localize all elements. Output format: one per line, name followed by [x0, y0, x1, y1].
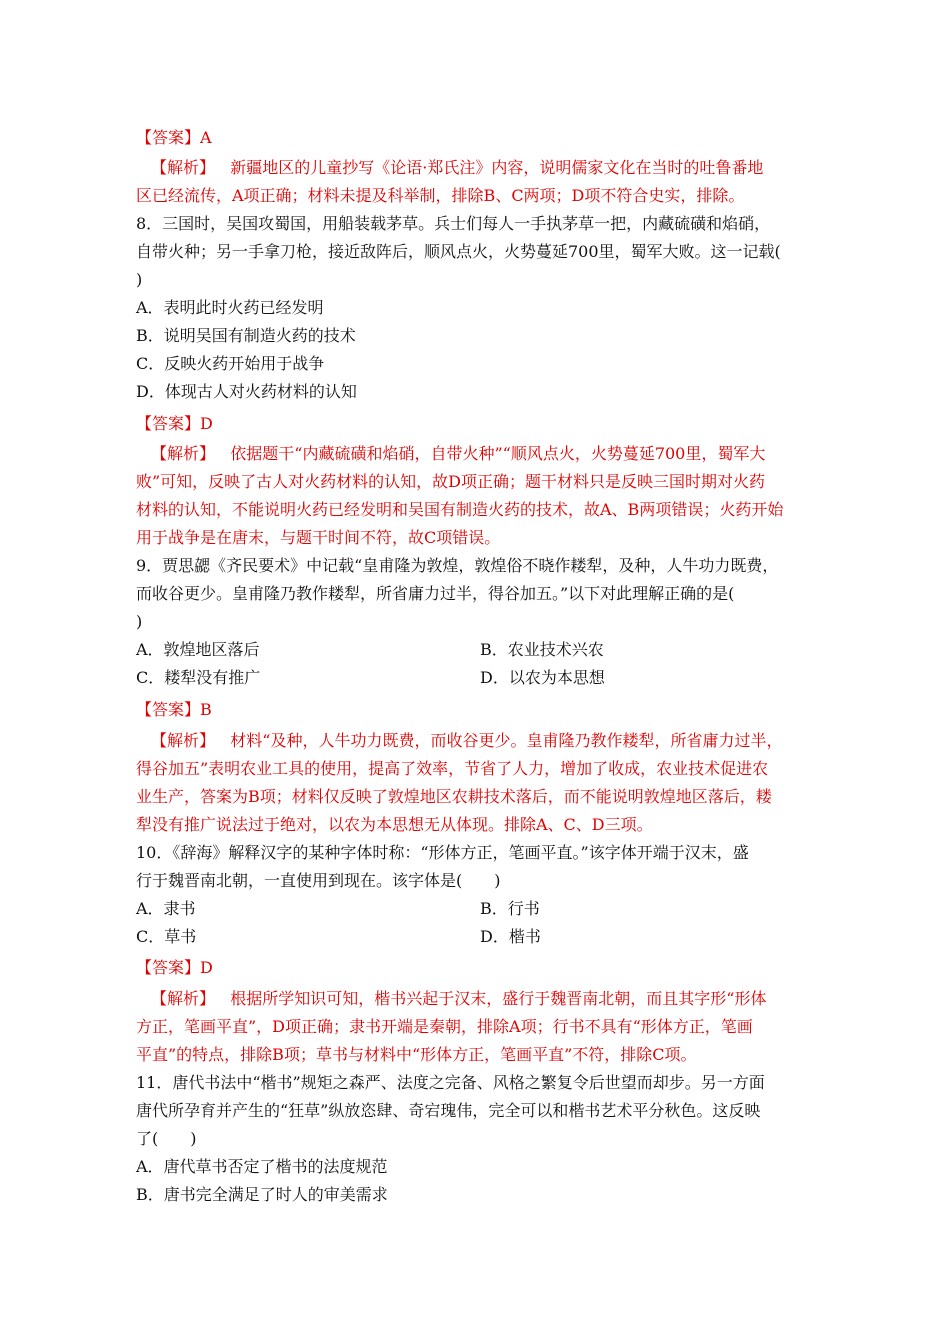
- explanation-9-line-4: 犁没有推广说法过于绝对，以农为本思想无从体现。排除A、C、D三项。: [136, 815, 653, 834]
- explanation-8-line-3: 材料的认知，不能说明火药已经发明和吴国有制造火药的技术，故A、B两项错误；火药开始: [136, 500, 784, 519]
- question-10-option-c: C．草书: [136, 927, 197, 946]
- question-9-line-3: ): [136, 612, 143, 631]
- explanation-8-line-1: [151, 444, 765, 464]
- question-11-line-3: 了( ): [136, 1129, 197, 1148]
- question-9-option-d: D．以农为本思想: [480, 668, 605, 687]
- question-8-line-3: ): [136, 270, 143, 289]
- explanation-label: 【解析】: [151, 989, 216, 1008]
- answer-label: 【答案】: [136, 414, 201, 433]
- explanation-text: 新疆地区的儿童抄写《论语·郑氏注》内容，说明儒家文化在当时的吐鲁番地: [230, 158, 764, 177]
- explanation-7-line-1: [151, 158, 763, 178]
- question-8-option-d: D．体现古人对火药材料的认知: [136, 382, 357, 401]
- question-8-option-b: B．说明吴国有制造火药的技术: [136, 326, 356, 345]
- answer-label: 【答案】: [136, 128, 201, 147]
- answer-7: [136, 128, 212, 148]
- answer-value: D: [200, 414, 213, 433]
- explanation-text: 根据所学知识可知，楷书兴起于汉末，盛行于魏晋南北朝，而且其字形“形体: [230, 989, 767, 1008]
- question-10-option-b: B．行书: [480, 899, 540, 918]
- explanation-8-line-2: 败”可知，反映了古人对火药材料的认知，故D项正确；题干材料只是反映三国时期对火药: [136, 472, 766, 491]
- question-11-line-2: 唐代所孕育并产生的“狂草”纵放恣肆、奇宕瑰伟，完全可以和楷书艺术平分秋色。这反映: [136, 1101, 761, 1120]
- explanation-9-line-2: 得谷加五”表明农业工具的使用，提高了效率，节省了人力，增加了收成，农业技术促进农: [136, 759, 769, 778]
- question-9-option-a: A．敦煌地区落后: [136, 640, 260, 659]
- question-11-line-1: 11．唐代书法中“楷书”规矩之森严、法度之完备、风格之繁复令后世望而却步。另一方面: [136, 1073, 765, 1092]
- answer-label: 【答案】: [136, 700, 201, 719]
- question-9-line-1: 9．贾思勰《齐民要术》中记载“皇甫隆为敦煌，敦煌俗不晓作耧犁，及种，人牛功力既费，: [136, 556, 779, 575]
- explanation-label: 【解析】: [151, 158, 216, 177]
- question-9-line-2: 而收谷更少。皇甫隆乃教作耧犁，所省庸力过半，得谷加五。”以下对此理解正确的是(: [136, 584, 735, 603]
- answer-value: B: [200, 700, 212, 719]
- question-10-options-row-2: [136, 927, 541, 947]
- explanation-9-line-3: 业生产，答案为B项；材料仅反映了敦煌地区农耕技术落后，而不能说明敦煌地区落后，耧: [136, 787, 772, 806]
- explanation-10-line-3: 平直”的特点，排除B项；草书与材料中“形体方正，笔画平直”不符，排除C项。: [136, 1045, 697, 1064]
- explanation-label: 【解析】: [151, 731, 216, 750]
- question-8-line-1: 8．三国时，吴国攻蜀国，用船装载茅草。兵士们每人一手执茅草一把，内藏硫磺和焰硝，: [136, 214, 771, 233]
- question-11-option-b: B．唐书完全满足了时人的审美需求: [136, 1185, 388, 1204]
- explanation-7-line-2: 区已经流传，A项正确；材料未提及科举制，排除B、C两项；D项不符合史实，排除。: [136, 186, 745, 205]
- answer-value: A: [200, 128, 212, 147]
- explanation-text: 依据题干“内藏硫磺和焰硝，自带火种”“顺风点火，火势蔓延700里，蜀军大: [230, 444, 766, 463]
- question-9-option-b: B．农业技术兴农: [480, 640, 604, 659]
- explanation-text: 材料“及种，人牛功力既费，而收谷更少。皇甫隆乃教作耧犁，所省庸力过半，: [230, 731, 783, 750]
- question-11-option-a: A．唐代草书否定了楷书的法度规范: [136, 1157, 388, 1176]
- question-10-line-1: 10．《辞海》解释汉字的某种字体时称：“形体方正，笔画平直。”该字体开端于汉末，盛: [136, 843, 749, 862]
- question-9-options-row-2: [136, 668, 605, 688]
- answer-9: [136, 700, 212, 720]
- question-8-option-c: C．反映火药开始用于战争: [136, 354, 325, 373]
- question-10-line-2: 行于魏晋南北朝，一直使用到现在。该字体是( ): [136, 871, 501, 890]
- question-10-option-d: D．楷书: [480, 927, 541, 946]
- explanation-10-line-2: 方正，笔画平直”，D项正确；隶书开端是秦朝，排除A项；行书不具有“形体方正，笔画: [136, 1017, 753, 1036]
- question-10-options-row-1: [136, 899, 540, 919]
- answer-8: [136, 414, 213, 434]
- explanation-10-line-1: [151, 989, 766, 1009]
- question-9-options-row-1: [136, 640, 604, 660]
- explanation-8-line-4: 用于战争是在唐末，与题干时间不符，故C项错误。: [136, 528, 501, 547]
- explanation-9-line-1: [151, 731, 782, 751]
- question-8-option-a: A．表明此时火药已经发明: [136, 298, 324, 317]
- answer-value: D: [200, 958, 213, 977]
- explanation-label: 【解析】: [151, 444, 216, 463]
- question-10-option-a: A．隶书: [136, 899, 196, 918]
- answer-label: 【答案】: [136, 958, 201, 977]
- question-8-line-2: 自带火种；另一手拿刀枪，接近敌阵后，顺风点火，火势蔓延700里，蜀军大败。这一记载(: [136, 242, 781, 261]
- question-9-option-c: C．耧犁没有推广: [136, 668, 261, 687]
- answer-10: [136, 958, 213, 978]
